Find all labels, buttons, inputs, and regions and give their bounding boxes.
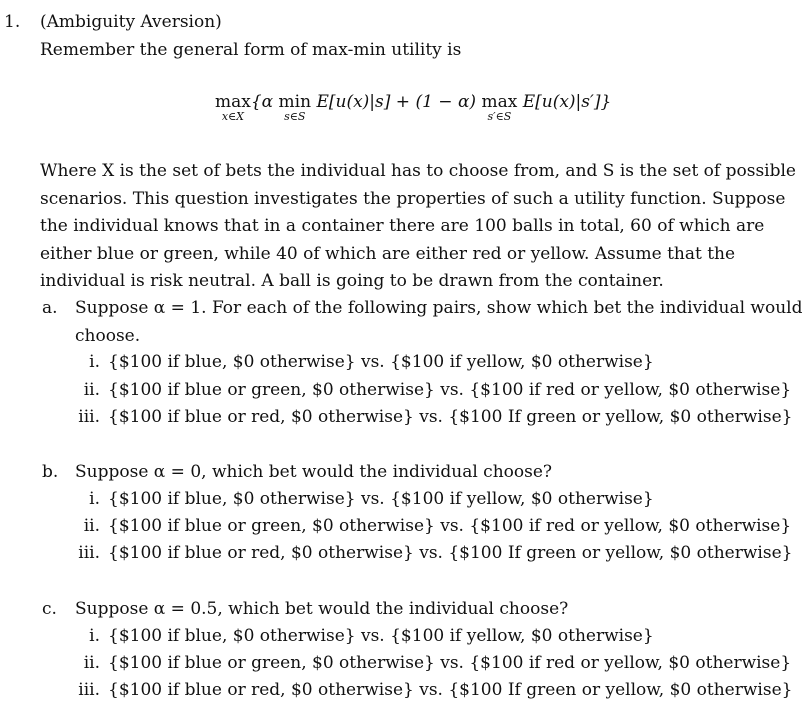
question-intro: Remember the general form of max-min utility is	[40, 40, 462, 60]
part-b-prompt: Suppose α = 0, which bet would the individual choose?	[75, 462, 553, 482]
part-a-label: a.	[42, 298, 58, 318]
item-number: ii.	[83, 380, 100, 400]
item-number: iii.	[78, 680, 100, 700]
max-subscript: x∈X	[221, 110, 245, 123]
formula-end: E[u(x)|s′]}	[517, 92, 612, 112]
question-title: (Ambiguity Aversion)	[40, 12, 222, 32]
max-word: max	[215, 92, 251, 112]
bet-pair-item: {$100 if blue, $0 otherwise} vs. {$100 if yellow, $0 otherwise}	[108, 626, 654, 646]
bet-pair-item: {$100 if blue or red, $0 otherwise} vs. {$100 If green or yellow, $0 otherwise}	[108, 543, 793, 563]
bet-pair-item: {$100 if blue, $0 otherwise} vs. {$100 if yellow, $0 otherwise}	[108, 489, 654, 509]
item-number: i.	[89, 626, 100, 646]
bet-pair-item: {$100 if blue or green, $0 otherwise} vs. {$100 if red or yellow, $0 otherwise}	[108, 380, 792, 400]
max2-operator	[481, 92, 518, 123]
paragraph-line: individual is risk neutral. A ball is going to be drawn from the container.	[40, 271, 664, 291]
question-paragraph	[40, 158, 800, 296]
min-operator	[278, 92, 312, 123]
bet-pair-item: {$100 if blue or green, $0 otherwise} vs. {$100 if red or yellow, $0 otherwise}	[108, 653, 792, 673]
max2-subscript: s′∈S	[487, 110, 512, 123]
part-c-prompt: Suppose α = 0.5, which bet would the individual choose?	[75, 599, 569, 619]
item-number: iii.	[78, 543, 100, 563]
paragraph-line: scenarios. This question investigates the properties of such a utility function. Suppose	[40, 188, 786, 209]
maxmin-formula	[215, 92, 611, 132]
paragraph-line: the individual knows that in a container there are 100 balls in total, 60 of which are	[40, 216, 765, 236]
item-number: i.	[89, 352, 100, 372]
formula-middle: E[u(x)|s] + (1 − α)	[311, 92, 482, 112]
max2-word: max	[481, 92, 518, 112]
item-number: iii.	[78, 407, 100, 427]
item-number: i.	[89, 489, 100, 509]
part-a-prompt-cont: choose.	[75, 326, 141, 346]
bet-pair-item: {$100 if blue, $0 otherwise} vs. {$100 if yellow, $0 otherwise}	[108, 352, 654, 372]
bet-pair-item: {$100 if blue or red, $0 otherwise} vs. {$100 If green or yellow, $0 otherwise}	[108, 680, 793, 700]
min-word: min	[278, 92, 312, 112]
min-subscript: s∈S	[284, 110, 306, 123]
item-number: ii.	[83, 516, 100, 536]
max-operator	[215, 92, 251, 123]
paragraph-line: Where X is the set of bets the individual has to choose from, and S is the set of possible	[40, 161, 796, 181]
part-a-prompt: Suppose α = 1. For each of the following pairs, show which bet the individual would	[75, 298, 803, 318]
bet-pair-item: {$100 if blue or green, $0 otherwise} vs. {$100 if red or yellow, $0 otherwise}	[108, 516, 792, 536]
part-b-label: b.	[42, 462, 59, 482]
formula-open: {α	[250, 92, 279, 112]
part-c-label: c.	[42, 599, 57, 619]
paragraph-line: either blue or green, while 40 of which are either red or yellow. Assume that the	[40, 243, 736, 264]
question-number: 1.	[4, 12, 21, 32]
item-number: ii.	[83, 653, 100, 673]
bet-pair-item: {$100 if blue or red, $0 otherwise} vs. {$100 If green or yellow, $0 otherwise}	[108, 407, 793, 427]
